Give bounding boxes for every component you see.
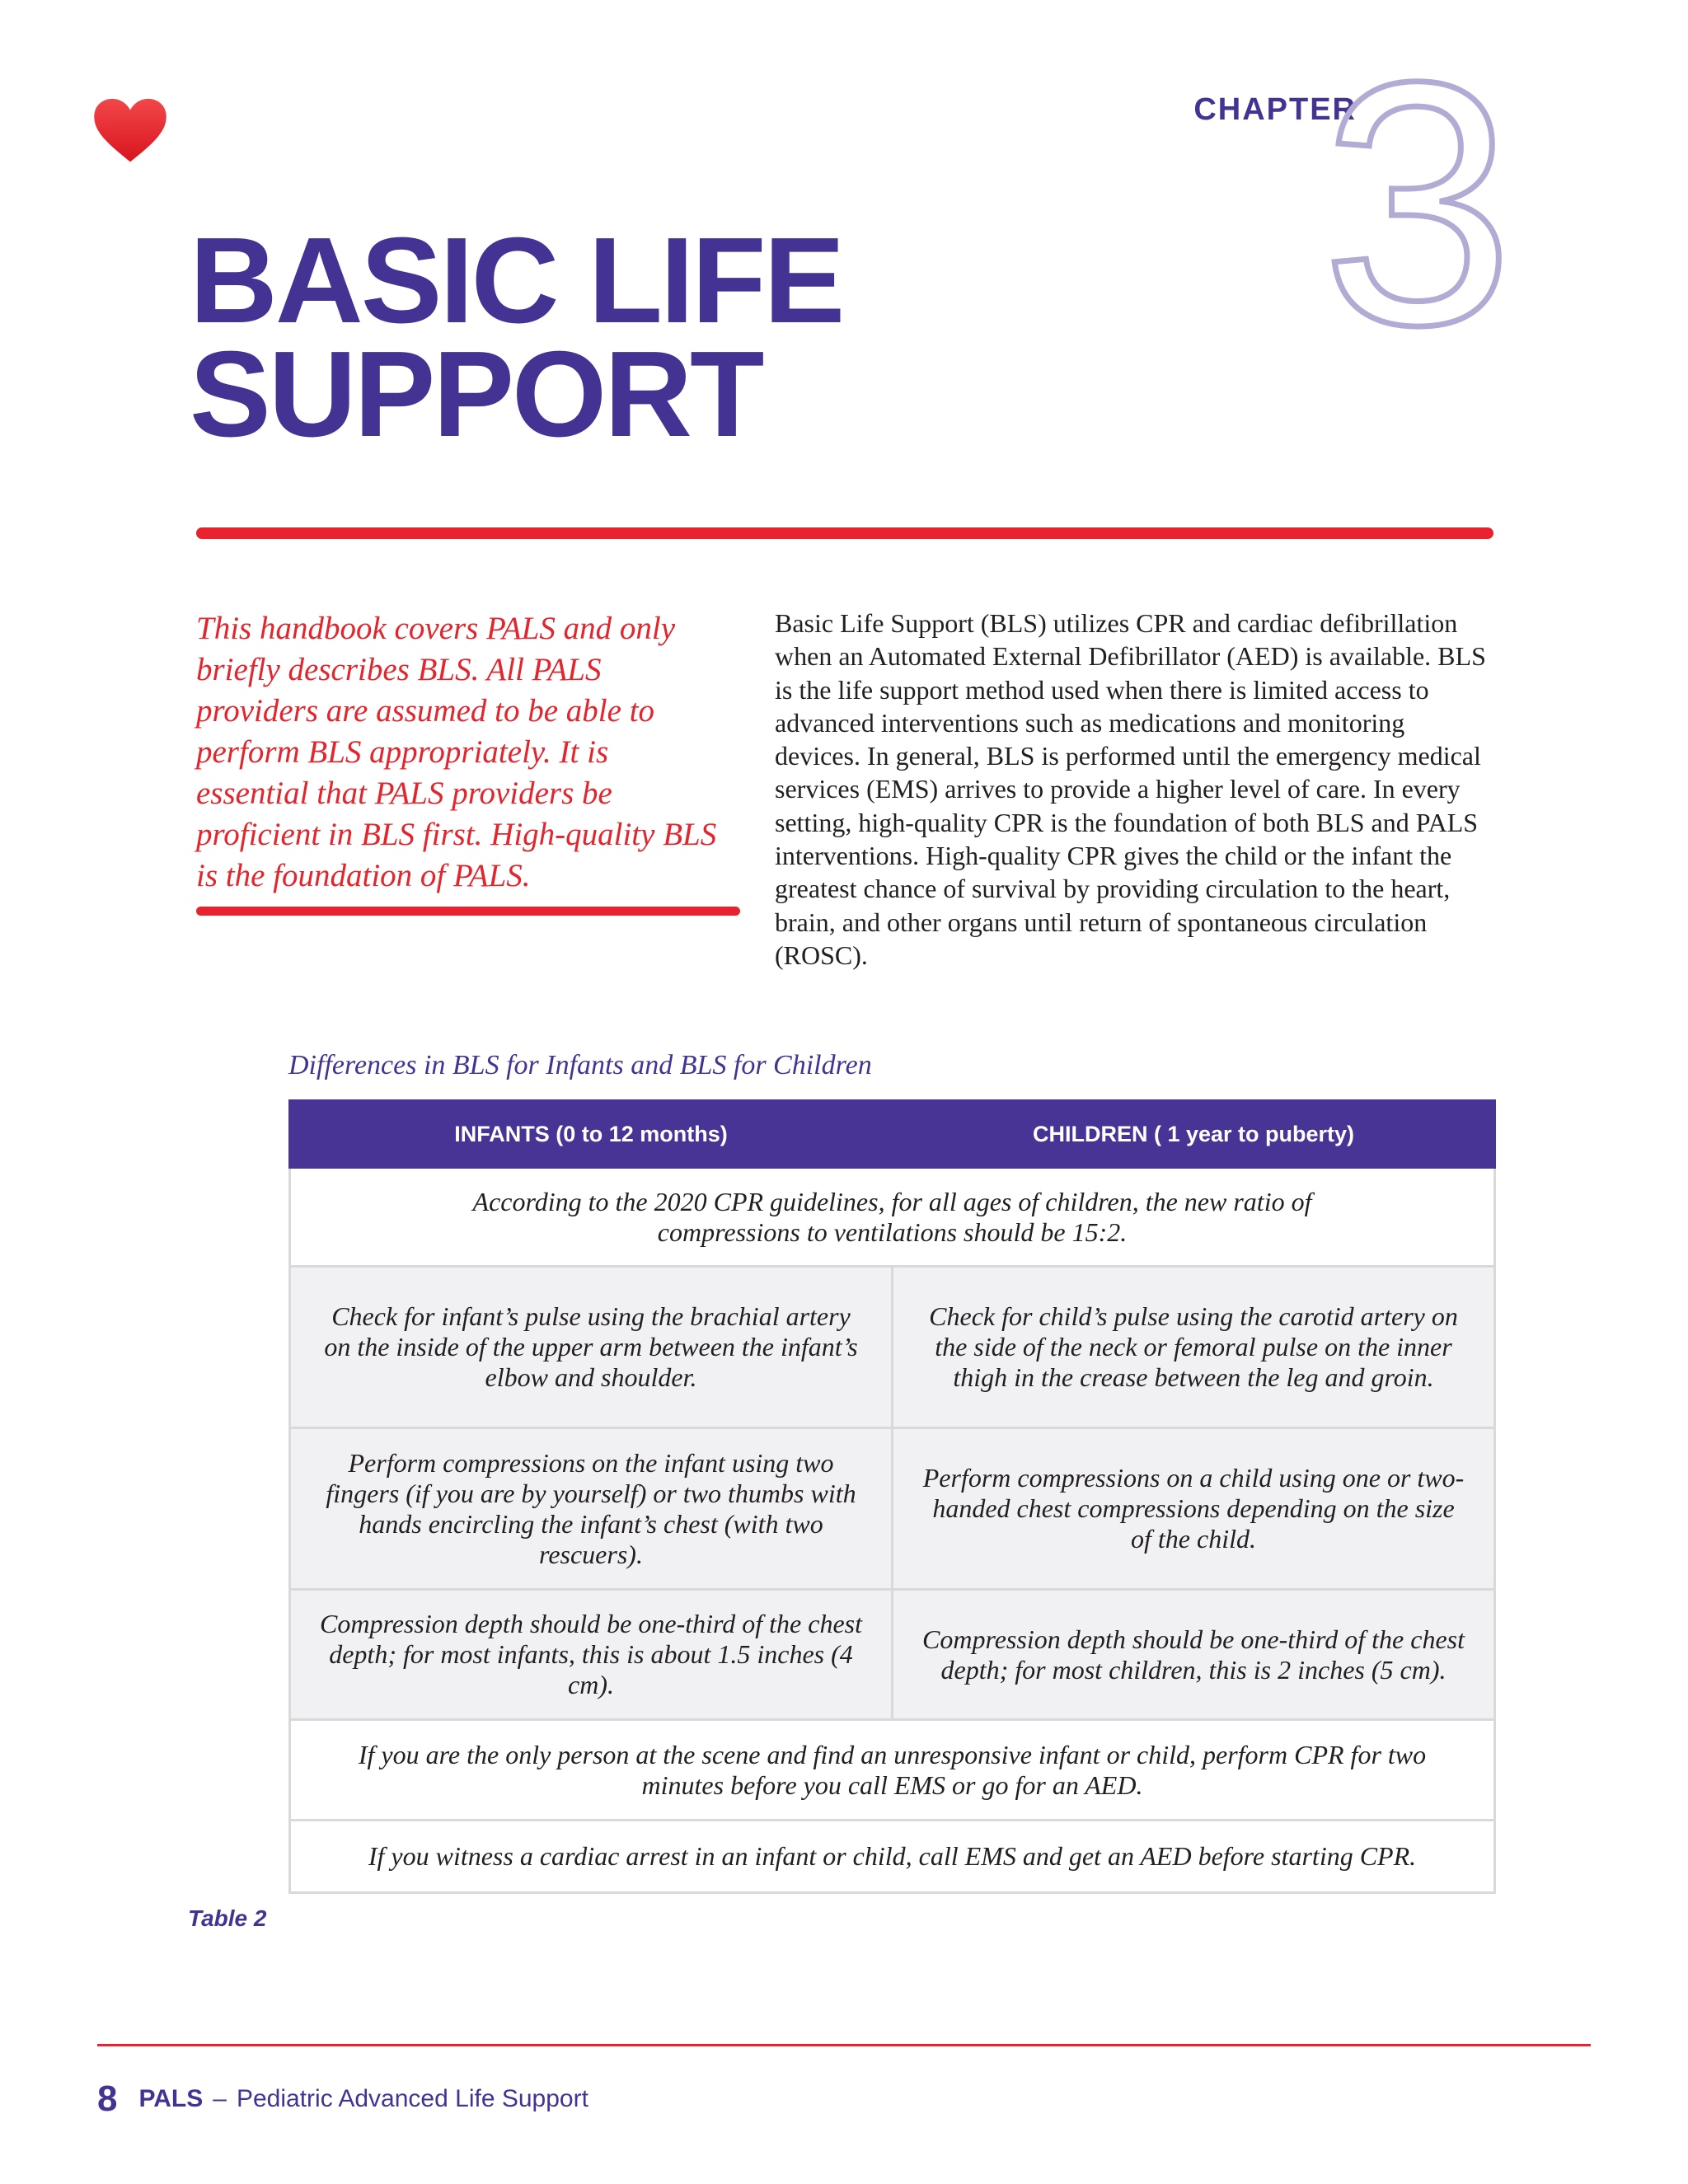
svg-text:3: 3: [1321, 51, 1514, 364]
book-subtitle: Pediatric Advanced Life Support: [236, 2085, 588, 2112]
header-infants: INFANTS (0 to 12 months): [290, 1101, 893, 1168]
table-row-ratio: [290, 1168, 1495, 1267]
chapter-title-line-1: BASIC LIFE: [190, 213, 843, 349]
chapter-title-line-2: SUPPORT: [190, 326, 762, 462]
header-children: CHILDREN ( 1 year to puberty): [893, 1101, 1495, 1168]
intro-paragraph: Basic Life Support (BLS) utilizes CPR and cardiac defibrillation when an Automated External Defibrillator (AED) is available. BLS is the life support method used when there is limited access to advanced interventions such as medications and monitoring devices. In general, BLS is performed until the emergency medical services (EMS) arrives to provide a higher level of care. In every setting, high-quality CPR is the foundation of both BLS and PALS interventions. High-quality CPR gives the child or the infant the greatest chance of survival by providing circulation to the heart, brain, and other organs until return of spontaneous circulation (ROSC).: [775, 608, 1486, 970]
table-label: Table 2: [188, 1905, 267, 1931]
bls-comparison-table: [288, 1099, 1496, 1894]
book-abbreviation: PALS: [138, 2085, 204, 2112]
infants-depth-cell: Compression depth should be one-third of the chest depth; for most infants, this is about 1.5 inches (4 cm).: [290, 1590, 893, 1720]
callout-text: This handbook covers PALS and only briefly describes BLS. All PALS providers are assumed to be able to perform BLS appropriately. It is essential that PALS providers be proficient in BLS first. High-quality BLS is the foundation of PALS.: [196, 611, 717, 893]
children-compressions-cell: Perform compressions on a child using one or two-handed chest compressions depending on the size of the child.: [893, 1428, 1495, 1590]
page-footer: [97, 2079, 588, 2120]
table-row-pulse: [290, 1267, 1495, 1428]
table-row-alone: [290, 1720, 1495, 1821]
callout-divider: [196, 907, 740, 916]
infants-compressions-cell: Perform compressions on the infant using two fingers (if you are by yourself) or two thumbs with hands encircling the infant’s chest (with two rescuers).: [290, 1428, 893, 1590]
children-pulse-cell: Check for child’s pulse using the carotid artery on the side of the neck or femoral pulse on the inner thigh in the crease between the leg and groin.: [893, 1267, 1495, 1428]
ratio-note-cell: According to the 2020 CPR guidelines, for all ages of children, the new ratio of compressions to ventilations should be 15:2.: [290, 1168, 1495, 1267]
title-divider: [196, 527, 1493, 539]
infants-pulse-cell: Check for infant’s pulse using the brachial artery on the inside of the upper arm between the infant’s elbow and shoulder.: [290, 1267, 893, 1428]
children-depth-cell: Compression depth should be one-third of the chest depth; for most children, this is 2 inches (5 cm).: [893, 1590, 1495, 1720]
footer-separator: –: [213, 2085, 227, 2112]
heart-icon: [92, 97, 168, 165]
page-number: 8: [97, 2079, 118, 2119]
table-row-compressions: [290, 1428, 1495, 1590]
footer-divider: [97, 2044, 1591, 2046]
table-caption: Differences in BLS for Infants and BLS for Children: [288, 1050, 872, 1080]
chapter-title: [190, 213, 843, 462]
table-row-witness: [290, 1821, 1495, 1893]
table-header-row: [290, 1101, 1495, 1168]
table-row-depth: [290, 1590, 1495, 1720]
chapter-label: CHAPTER: [1193, 92, 1357, 127]
chapter-number: [1294, 51, 1541, 364]
witness-note-cell: If you witness a cardiac arrest in an infant or child, call EMS and get an AED before starting CPR.: [290, 1821, 1495, 1893]
alone-note-cell: If you are the only person at the scene and find an unresponsive infant or child, perform CPR for two minutes before you call EMS or go for an AED.: [290, 1720, 1495, 1821]
